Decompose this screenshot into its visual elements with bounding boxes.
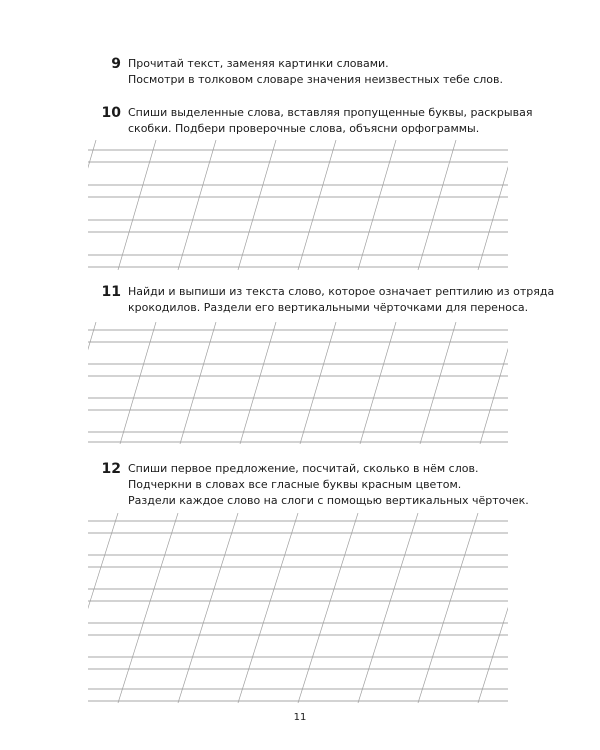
task-10	[95, 105, 533, 137]
instruction-line: Спиши выделенные слова, вставляя пропущенные буквы, раскрывая	[128, 106, 533, 119]
instruction-line: Подчеркни в словах все гласные буквы красным цветом.	[128, 478, 462, 491]
task-instruction	[128, 461, 529, 509]
task-instruction	[128, 284, 555, 316]
instruction-line: скобки. Подбери проверочные слова, объясни орфограммы.	[128, 122, 480, 135]
writing-area[interactable]	[88, 140, 508, 270]
task-number: 10	[101, 105, 121, 121]
task-instruction	[128, 105, 533, 137]
instruction-line: Спиши первое предложение, посчитай, сколько в нём слов.	[128, 462, 479, 475]
instruction-line: крокодилов. Раздели его вертикальными чёрточками для переноса.	[128, 301, 529, 314]
task-9	[95, 56, 525, 88]
task-instruction	[128, 56, 525, 88]
task-number: 11	[101, 284, 121, 300]
task-number: 9	[111, 56, 121, 72]
instruction-line: Раздели каждое слово на слоги с помощью вертикальных чёрточек.	[128, 494, 529, 507]
ruled-lines	[88, 322, 508, 444]
instruction-line: Прочитай текст, заменяя картинки словами.	[128, 57, 389, 70]
ruled-lines	[88, 513, 508, 703]
instruction-line: Найди и выпиши из текста слово, которое означает рептилию из отряда	[128, 285, 555, 298]
writing-area[interactable]	[88, 322, 508, 444]
writing-area[interactable]	[88, 513, 508, 703]
task-12	[95, 461, 529, 509]
task-11	[95, 284, 555, 316]
page-number: 11	[293, 712, 307, 723]
ruled-lines	[88, 140, 508, 270]
task-number: 12	[101, 461, 121, 477]
instruction-line: Посмотри в толковом словаре значения неизвестных тебе слов.	[128, 73, 503, 86]
